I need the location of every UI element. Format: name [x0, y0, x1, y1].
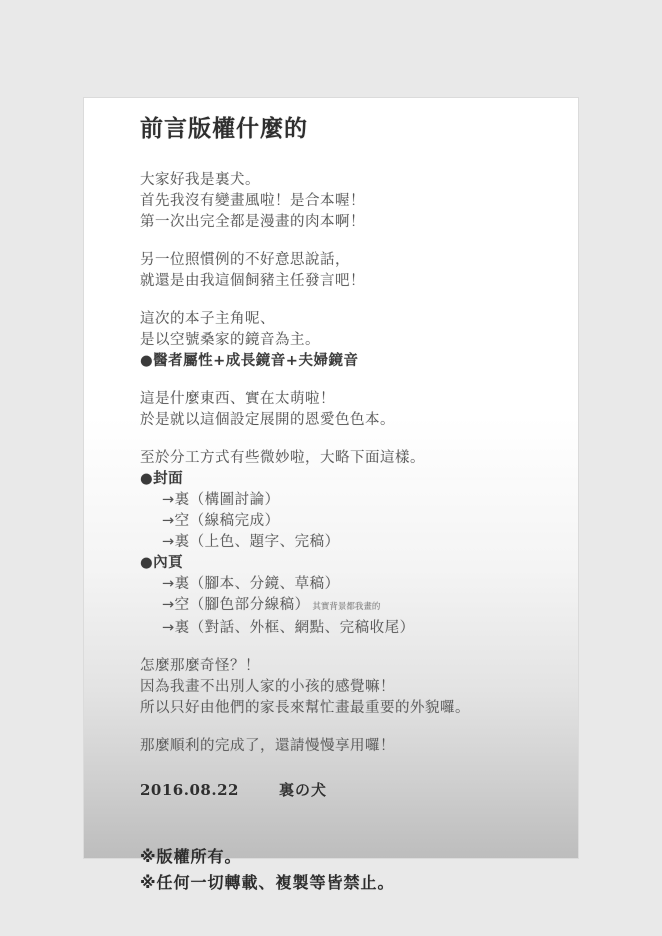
notice-line: ※任何一切轉載、複製等皆禁止。: [140, 872, 395, 892]
text-line: 是以空號桑家的鏡音為主。: [140, 331, 320, 348]
text-line: 那麼順利的完成了，還請慢慢享用囉！: [140, 737, 395, 754]
text-line: 這是什麼東西、實在太萌啦！: [140, 390, 335, 407]
copyright-notice: [140, 844, 560, 896]
paragraph-main-characters: [140, 309, 560, 372]
signature-name: 裏の犬: [278, 780, 327, 799]
inline-annotation: 其實背景都我畫的: [309, 601, 381, 612]
text-line: 怎麼那麼奇怪？！: [140, 657, 260, 674]
text-line: 另一位照慣例的不好意思說話，: [140, 251, 350, 268]
text-line: ●醫者屬性+成長鏡音+夫婦鏡音: [140, 352, 359, 369]
text-line: 首先我沒有變畫風啦！是合本喔！: [140, 192, 365, 209]
signature-row: [140, 779, 560, 800]
text-line: →裏（腳本、分鏡、草稿）: [162, 575, 340, 592]
text-line: →裏（構圖討論）: [162, 491, 280, 508]
text-line: ●內頁: [140, 554, 184, 571]
text-line: 第一次出完全都是漫畫的肉本啊！: [140, 213, 365, 230]
paragraph-why-strange: [140, 656, 560, 719]
paragraph-closing: [140, 736, 560, 757]
text-line: 所以只好由他們的家長來幫忙畫最重要的外貌囉。: [140, 699, 470, 716]
paragraph-another-author: [140, 250, 560, 292]
text-line: →空（線稿完成）: [162, 512, 280, 529]
text-line: 大家好我是裏犬。: [140, 171, 260, 188]
page-title: 前言版權什麼的: [140, 116, 308, 142]
text-line: →裏（對話、外框、網點、完稿收尾）: [162, 619, 415, 636]
text-line: 這次的本子主角呢、: [140, 310, 275, 327]
document-page: [84, 98, 578, 892]
paragraph-workflow: [140, 448, 560, 639]
text-line: 於是就以這個設定展開的恩愛色色本。: [140, 411, 395, 428]
notice-line: ※版權所有。: [140, 846, 242, 866]
paragraph-intro: [140, 170, 560, 233]
text-line: →裏（上色、題字、完稿）: [162, 533, 340, 550]
text-line: 就還是由我這個飼豬主任發言吧！: [140, 272, 365, 289]
text-line: →空（腳色部分線稿） 其實背景都我畫的: [162, 596, 381, 613]
document-content: [140, 116, 560, 896]
signature-date: 2016.08.22: [140, 780, 239, 799]
text-line: 因為我畫不出別人家的小孩的感覺嘛！: [140, 678, 395, 695]
text-line: ●封面: [140, 470, 184, 487]
paragraph-what-is-this: [140, 389, 560, 431]
text-line: 至於分工方式有些微妙啦，大略下面這樣。: [140, 449, 425, 466]
paragraph-container: [140, 170, 560, 757]
